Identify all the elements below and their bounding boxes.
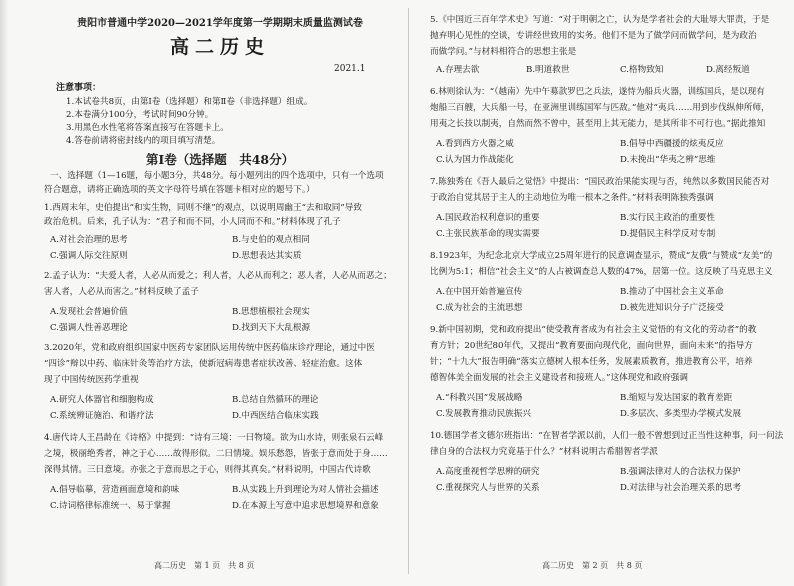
question-4-stem-line: 4.唐代诗人王昌龄在《诗格》中提到：“诗有三境：一曰物境。欲为山水诗，则张泉石云峰 [44,433,384,443]
question-9-option[interactable]: D.多层次、多类型办学模式发展 [620,409,742,419]
question-6-stem-line: 用夷之长技以制夷，自然而然不曾中，甚至用上其无能力，是其所非不可行也。”据此推知 [430,119,766,129]
question-3-stem-line: 现了中国传统医药学重视 [44,375,139,385]
question-8-stem-line: 8.1923年，为纪念北京大学成立25周年进行的民意调查显示，赞成“友俄”与赞成“友美”的 [430,251,773,261]
question-2-stem-line: 2.孟子认为：“夫爱人者，人必从而爱之；利人者，人必从而利之；恶人者，人必从而恶之； [44,271,392,281]
question-4-option[interactable]: C.诗词格律标准统一、易于掌握 [50,501,171,511]
question-2-stem-line: 害人者，人必从而害之。”材料反映了孟子 [44,287,199,297]
question-3-option[interactable]: A.研究人体器官和细胞构成 [50,395,154,405]
exam-date: 2021.1 [334,64,366,74]
section-intro-line: 符合题意，请将正确选项的英文字母符号填在答题卡相对应的题号下。） [44,185,315,195]
question-3-option[interactable]: D.中西医结合临床实践 [232,411,319,421]
question-1-stem-line: 政治危机。后来，孔子认为：“君子和而不同，小人同而不和。”材料体现了孔子 [44,217,341,227]
question-5-stem-line: 而做学问。”与材料相符合的思想主张是 [430,47,577,57]
question-8-option[interactable]: C.成为社会的主流思想 [436,303,523,313]
question-5-option[interactable]: A.存理去欲 [436,65,480,75]
question-9-stem-line: 9.新中国初期，党和政府提出“使受教育者成为有社会主义觉悟的有文化的劳动者”的教 [430,325,757,335]
page-footer: 高二历史 第 1 页 共 8 页 [154,561,255,570]
page-footer: 高二历史 第 2 页 共 8 页 [542,561,643,570]
question-7-option[interactable]: C.主张民族革命的现实需要 [436,229,540,239]
question-6-option[interactable]: B.倡导中西疆援的炫夷反应 [620,139,724,149]
question-4-option[interactable]: D.在本源上写意中追求思想境界和意象 [232,501,379,511]
question-9-option[interactable]: A.“科教兴国”发展战略 [436,393,523,403]
question-10-option[interactable]: D.对法律与社会治理关系的思考 [620,483,742,493]
question-6-option[interactable]: C.认为国力作战能化 [436,155,514,165]
question-4-option[interactable]: B.从实践上升到理论为对人情社会描述 [232,485,379,495]
question-7-option[interactable]: D.提倡民主科学反对专制 [620,229,716,239]
question-1-option[interactable]: C.强调人际交往原则 [50,251,128,261]
question-5-stem-line: 抛弃明心见性的空谈，专讲经世致用的实务。他们不是为了做学问而做学问，是为政治 [430,31,757,41]
question-6-option[interactable]: A.看到西方火器之威 [436,139,514,149]
question-6-stem-line: 炮船三百艘，大兵船一号，在亚洲里训练国军与匹敌。”他对“夷兵……用到步伐纵伸所师， [430,103,770,113]
question-8-option[interactable]: A.在中国开始普遍宣传 [436,287,523,297]
question-1-option[interactable]: B.与史伯的观点相同 [232,235,310,245]
question-10-stem-line: 律自身的合法权力究竟基于什么？”材料说明古希腊智者学派 [430,447,658,457]
question-8-option[interactable]: D.被先进知识分子广泛接受 [620,303,724,313]
right-page [430,0,784,586]
question-10-option[interactable]: B.强调法律对人的合法权力保护 [620,467,741,477]
question-9-stem-line: 针；“十九大”报告明确“落实立德树人根本任务，发展素质教育，推进教育公平，培养 [430,357,753,367]
notice-item: 2.本卷满分100分，考试时间90分钟。 [66,110,214,120]
question-6-option[interactable]: D.未挽出“华夷之辨”思维 [620,155,716,165]
question-5-stem-line: 5.《中国近三百年学术史》写道：“对于明朝之亡，认为是学者社会的大耻辱大罪责，于是 [430,15,770,25]
notice-item: 1.本试卷共8页，由第Ⅰ卷（选择题）和第Ⅱ卷（非选择题）组成。 [66,97,313,107]
notice-item: 3.用黑色水性笔将答案直接写在答题卡上。 [66,123,229,133]
question-4-stem-line: 深得其情。三曰意境。亦张之于意而思之于心，则得其真矣。”材料说明，中国古代诗歌 [44,465,371,475]
question-7-option[interactable]: A.国民政治权利意识的重要 [436,213,540,223]
question-5-option[interactable]: C.格物致知 [620,65,664,75]
exam-subject: 高二历史 [169,36,270,58]
question-2-option[interactable]: A.发现社会普遍价值 [50,307,128,317]
question-2-option[interactable]: D.找到天下大乱根源 [232,323,311,333]
question-7-option[interactable]: B.实行民主政治的重要性 [620,213,715,223]
question-3-option[interactable]: B.总结自然循环的理论 [232,395,319,405]
question-9-option[interactable]: B.缩短与发达国家的教育差距 [620,393,733,403]
question-7-stem-line: 7.陈独秀在《吾人最后之觉悟》中提出：“国民政治果能实现与否，纯然以多数国民能否对 [430,177,770,187]
left-page [44,0,396,586]
question-9-stem-line: 德智体美全面发展的社会主义建设者和接班人。”这体现党和政府强调 [430,373,688,383]
question-3-stem-line: “四诊”辩以中药、临床针灸等治疗方法，使新冠病毒患者症状改善、轻症治愈。这体 [44,359,363,369]
exam-title: 贵阳市普通中学2020—2021学年度第一学期期末质量监测试卷 [77,18,363,29]
question-9-option[interactable]: C.发展教育推动民族振兴 [436,409,531,419]
question-10-option[interactable]: C.重视探究人与世界的关系 [436,483,540,493]
question-8-option[interactable]: B.推动了中国社会主义革命 [620,287,724,297]
question-6-stem-line: 6.林则徐认为：“（越南）先中午募款罗巴之兵法，遂恃为船兵火器，训练国兵，是以现有 [430,87,765,97]
question-3-stem-line: 3.2020年，党和政府组织国家中医药专家团队运用传统中医药临床诊疗理论，通过中医 [44,343,375,353]
question-1-option[interactable]: D.思想表达其实质 [232,251,302,261]
section-title: 第Ⅰ卷（选择题 共48分） [145,152,295,167]
question-4-option[interactable]: A.倡导临摹，营造画面意境和韵味 [50,485,180,495]
question-7-stem-line: 于政治自觉其居于主人的主动地位为唯一根本之条件。”材料表明陈独秀强调 [430,193,714,203]
question-1-option[interactable]: A.对社会治理的思考 [50,235,128,245]
question-2-option[interactable]: C.强调人性善恶理论 [50,323,128,333]
question-10-option[interactable]: A.高度重视哲学思辨的研究 [436,467,540,477]
section-intro-line: 一、选择题（1—16题，每小题3分，共48分。每小题列出的四个选项中，只有一个选项 [50,171,384,181]
notice-heading: 注意事项： [56,83,102,93]
notice-item: 4.答卷前请将密封线内的项目填写清楚。 [66,136,221,146]
question-2-option[interactable]: B.思想植根社会现实 [232,307,310,317]
question-5-option[interactable]: D.离经叛道 [706,65,750,75]
question-4-stem-line: 之境，极丽绝秀者，神之于心……故得形似。二曰情境。娱乐愁怨，皆张于意而处于身…… [44,449,388,459]
question-9-stem-line: 育方针；20世纪80年代，又提出“教育要面向现代化，面向世界，面向未来”的指导方 [430,341,753,351]
question-3-option[interactable]: C.系统辨证施治、和谐疗法 [50,411,154,421]
question-10-stem-line: 10.德国学者文德尔班指出：“在智者学派以前，人们一般不曾想到过正当性这种事，问一问法 [430,431,784,441]
question-1-stem-line: 1.西周末年，史伯提出“和实生物，同则不继”的观点，以说明周幽王“去和取同”导致 [44,203,362,213]
question-5-option[interactable]: B.明道救世 [526,65,570,75]
question-8-stem-line: 比例为5:1；相信“社会主义”的人占被调查总人数的47%，居第一位。这反映了马克思主义 [430,267,773,277]
scan-edge-shadow [0,0,8,586]
page-divider [408,8,409,574]
